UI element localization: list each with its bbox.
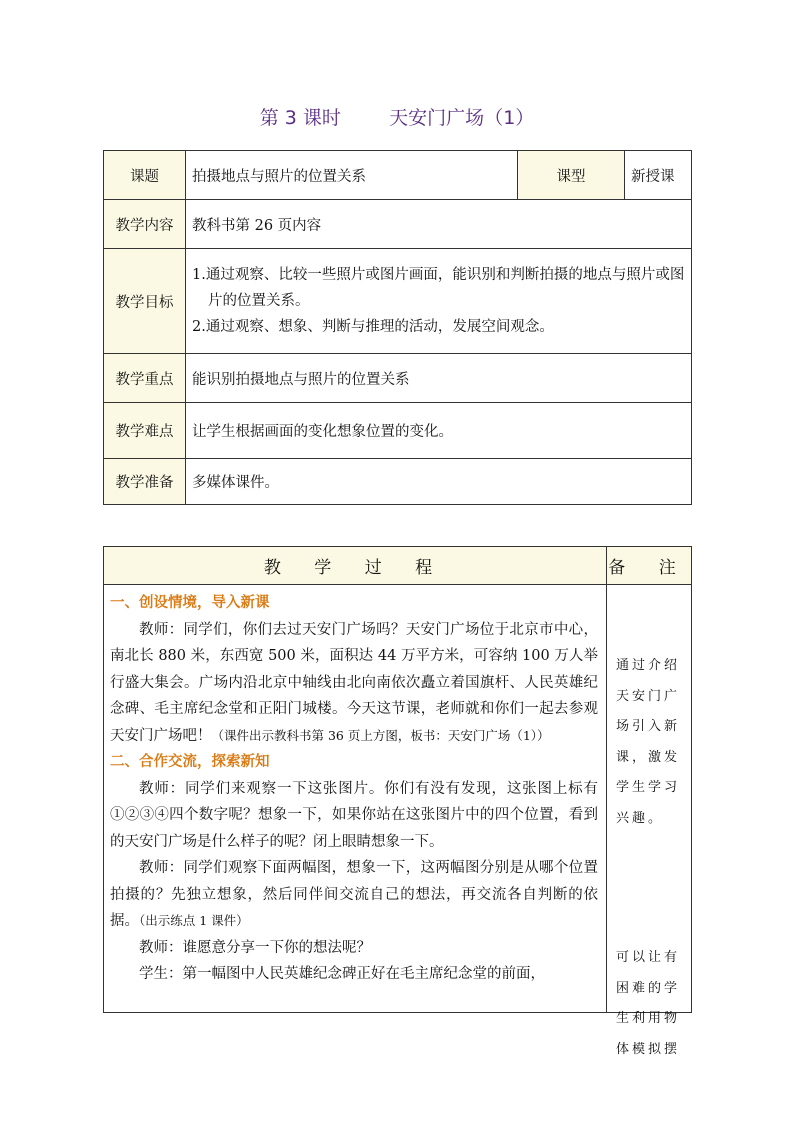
paragraph: 教师：同学们来观察一下这张图片。你们有没有发现，这张图上标有①②③④四个数字呢？想象一下，如果你站在这张图片中的四个位置，看到的天安门广场是什么样子的呢？闭上眼睛想象一下。 bbox=[110, 780, 598, 850]
table-row bbox=[104, 151, 692, 200]
notes-header: 备 注 bbox=[607, 547, 692, 585]
table-row bbox=[104, 200, 692, 249]
prep-value: 多媒体课件。 bbox=[186, 459, 692, 505]
courseware-note: （课件出示教科书第 36 页上方图，板书：天安门广场（1）） bbox=[211, 727, 550, 743]
note-text: 通过介绍天安门广场引入新课，激发学生学习兴趣。 bbox=[616, 658, 681, 826]
page-title: 第 3 课时 天安门广场（1） bbox=[259, 107, 535, 129]
table-row bbox=[104, 585, 692, 1013]
goal-list bbox=[186, 249, 692, 354]
prep-label: 教学准备 bbox=[104, 459, 186, 505]
note-text: 可以让有困难的学生利用物体模拟摆 bbox=[616, 950, 681, 1057]
table-row bbox=[104, 547, 692, 585]
difficulty-value: 让学生根据画面的变化想象位置的变化。 bbox=[186, 403, 692, 459]
goal-item: 2.通过观察、想象、判断与推理的活动，发展空间观念。 bbox=[192, 319, 554, 335]
paragraph: 教师：同学们，你们去过天安门广场吗？天安门广场位于北京市中心，南北长 880 米，东西宽 500 米，面积达 44 万平方米，可容纳 100 万人举行盛大集会。广场内沿北京中轴线由北向南依次矗立着国旗杆、人民英雄纪念碑、毛主席纪念堂和正阳门城楼。今天这节课，老师就和你们一起去参观天安门广场吧！（课件出示教科书第 36 页上方图，板书：天安门广场（1）） bbox=[110, 621, 598, 744]
table-row bbox=[104, 249, 692, 354]
section-heading: 二、合作交流，探索新知 bbox=[110, 754, 270, 770]
content-label: 教学内容 bbox=[104, 200, 186, 249]
table-row bbox=[104, 403, 692, 459]
table-row bbox=[104, 354, 692, 403]
content-value: 教科书第 26 页内容 bbox=[186, 200, 692, 249]
process-header: 教 学 过 程 bbox=[104, 547, 607, 585]
process-body bbox=[104, 585, 607, 1013]
difficulty-label: 教学难点 bbox=[104, 403, 186, 459]
paragraph: 教师：同学们观察下面两幅图，想象一下，这两幅图分别是从哪个位置拍摄的？先独立想象，然后同伴间交流自己的想法，再交流各自判断的依据。（出示练点 1 课件） bbox=[110, 860, 598, 929]
focus-value: 能识别拍摄地点与照片的位置关系 bbox=[186, 354, 692, 403]
topic-value: 拍摄地点与照片的位置关系 bbox=[186, 151, 518, 200]
section-heading: 一、创设情境，导入新课 bbox=[110, 595, 270, 611]
goal-item: 1.通过观察、比较一些照片或图片画面，能识别和判断拍摄的地点与照片或图片的位置关系。 bbox=[192, 267, 685, 309]
type-label: 课型 bbox=[518, 151, 625, 200]
lesson-info-table bbox=[103, 150, 692, 505]
notes-column bbox=[607, 585, 692, 1057]
type-value: 新授课 bbox=[625, 151, 692, 200]
paragraph: 学生：第一幅图中人民英雄纪念碑正好在毛主席纪念堂的前面， bbox=[139, 966, 545, 982]
teaching-process-table bbox=[103, 546, 692, 1057]
goal-label: 教学目标 bbox=[104, 249, 186, 354]
topic-label: 课题 bbox=[104, 151, 186, 200]
focus-label: 教学重点 bbox=[104, 354, 186, 403]
paragraph: 教师：谁愿意分享一下你的想法呢？ bbox=[139, 939, 371, 956]
table-row bbox=[104, 459, 692, 505]
courseware-note: （出示练点 1 课件） bbox=[139, 913, 249, 928]
